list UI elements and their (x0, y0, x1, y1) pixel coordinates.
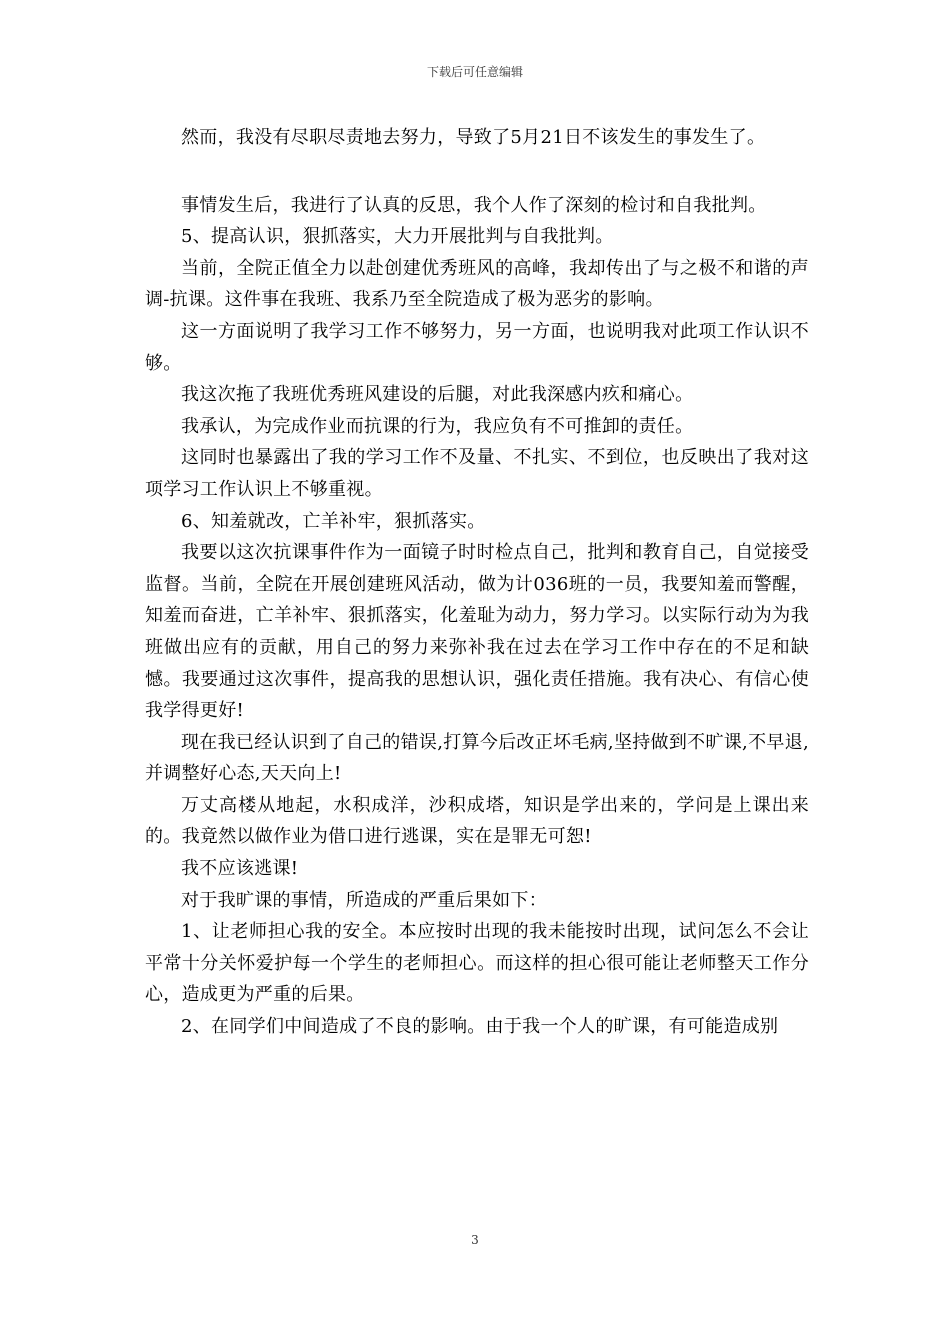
paragraph-8: 这同时也暴露出了我的学习工作不及量、不扎实、不到位，也反映出了我对这项学习工作认识上不够重视。 (145, 447, 809, 500)
paragraph-9: 6、知羞就改，亡羊补牢，狠抓落实。 (181, 510, 486, 532)
paragraph-14: 对于我旷课的事情，所造成的严重后果如下： (181, 889, 547, 911)
paragraph-15: 1、让老师担心我的安全。本应按时出现的我未能按时出现，试问怎么不会让平常十分关怀爱护每一个学生的老师担心。而这样的担心很可能让老师整天工作分心，造成更为严重的后果。 (145, 921, 809, 1006)
document-body (145, 122, 809, 1043)
paragraph-7: 我承认，为完成作业而抗课的行为，我应负有不可推卸的责任。 (181, 415, 694, 437)
paragraph-12: 万丈高楼从地起，水积成洋，沙积成塔，知识是学出来的，学问是上课出来的。我竟然以做作业为借口进行逃课，实在是罪无可恕! (145, 794, 809, 848)
paragraph-10: 我要以这次抗课事件作为一面镜子时时检点自己，批判和教育自己，自觉接受监督。当前，全院在开展创建班风活动，做为计036班的一员，我要知羞而警醒，知羞而奋进，亡羊补牢、狠抓落实，化羞耻为动力，努力学习。以实际行动为为我班做出应有的贡献，用自己的努力来弥补我在过去在学习工作中存在的不足和缺憾。我要通过这次事件，提高我的思想认识，强化责任措施。我有决心、有信心使我学得更好! (145, 542, 809, 722)
page-header: 下载后可任意编辑 (426, 65, 523, 79)
paragraph-1: 然而，我没有尽职尽责地去努力，导致了5月21日不该发生的事发生了。 (181, 127, 766, 148)
page-number: 3 (471, 1233, 479, 1247)
paragraph-4: 当前，全院正值全力以赴创建优秀班风的高峰，我却传出了与之极不和谐的声调-抗课。这件事在我班、我系乃至全院造成了极为恶劣的影响。 (145, 257, 809, 311)
paragraph-2: 事情发生后，我进行了认真的反思，我个人作了深刻的检讨和自我批判。 (181, 194, 767, 216)
paragraph-13: 我不应该逃课! (181, 858, 299, 880)
paragraph-3: 5、提高认识，狠抓落实，大力开展批判与自我批判。 (181, 226, 614, 248)
paragraph-6: 我这次拖了我班优秀班风建设的后腿，对此我深感内疚和痛心。 (181, 384, 694, 406)
paragraph-11: 现在我已经认识到了自己的错误,打算今后改正坏毛病,坚持做到不旷课,不早退,并调整好心态,天天向上! (145, 731, 809, 785)
paragraph-5: 这一方面说明了我学习工作不够努力，另一方面，也说明我对此项工作认识不够。 (145, 320, 809, 374)
paragraph-16: 2、在同学们中间造成了不良的影响。由于我一个人的旷课，有可能造成别 (181, 1016, 779, 1038)
